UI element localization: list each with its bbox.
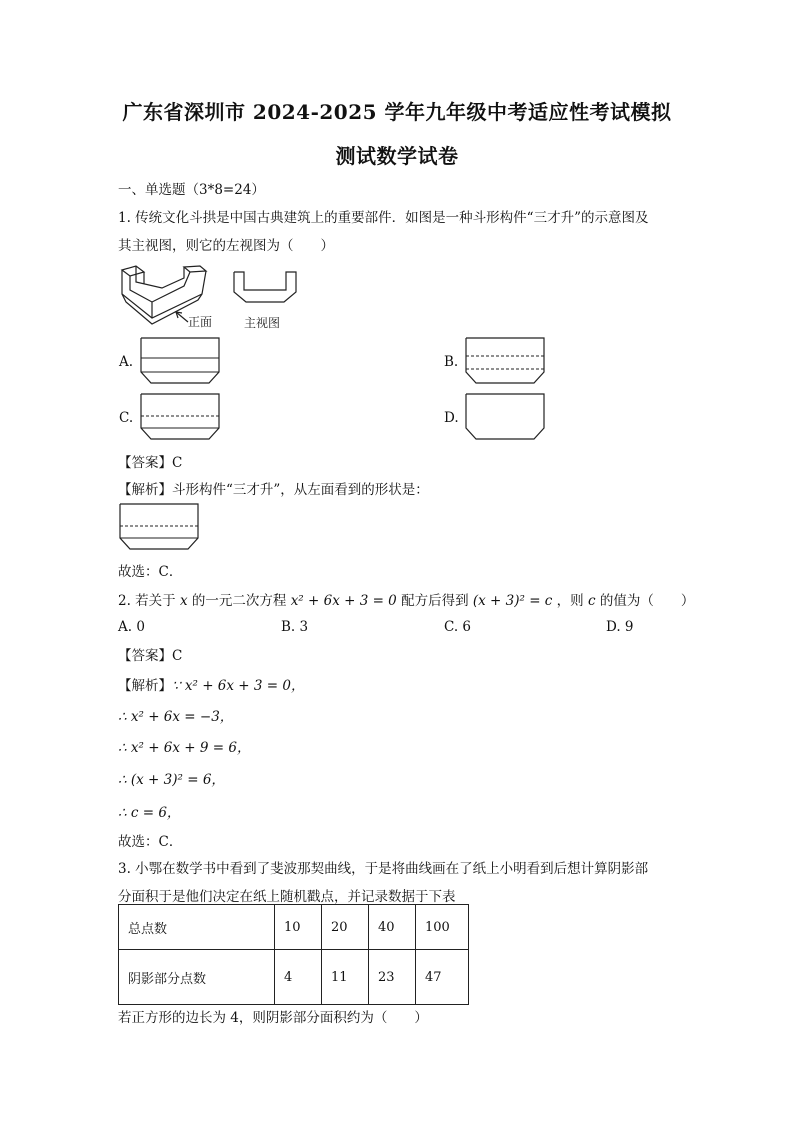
page-title-line2: 测试数学试卷 xyxy=(335,144,459,168)
table-cell: 23 xyxy=(369,950,416,1005)
q2-analysis-step3: ∴ x² + 6x + 9 = 6， xyxy=(118,740,251,756)
main-view-label: 主视图 xyxy=(244,316,281,330)
q1-figure xyxy=(114,264,304,336)
q1-option-b-label: B. xyxy=(444,354,459,370)
table-cell: 10 xyxy=(275,905,322,950)
arrow-icon xyxy=(176,312,188,322)
front-label: 正面 xyxy=(188,315,213,329)
q3-data-table xyxy=(118,904,469,1005)
q1-stem-line1: 1. 传统文化斗拱是中国古典建筑上的重要部件．如图是一种斗形构件“三才升”的示意图及 xyxy=(118,210,649,226)
q2-analysis-step1: 【解析】∵ x² + 6x + 3 = 0， xyxy=(118,678,305,694)
q3-follow-up: 若正方形的边长为 4，则阴影部分面积约为（ ） xyxy=(118,1010,428,1026)
q1-option-b-figure xyxy=(463,336,547,386)
q2-option-d: D. 9 xyxy=(606,619,634,635)
table-cell: 4 xyxy=(275,950,322,1005)
q1-conclusion: 故选：C． xyxy=(118,564,183,580)
table-cell: 总点数 xyxy=(119,905,275,950)
table-row xyxy=(119,905,469,950)
q1-option-a-label: A. xyxy=(119,354,134,370)
q1-option-c-figure xyxy=(138,392,222,442)
table-cell: 47 xyxy=(416,950,469,1005)
q1-option-c-label: C. xyxy=(119,410,134,426)
q2-option-a: A. 0 xyxy=(118,619,145,635)
q1-option-d-label: D. xyxy=(444,410,459,426)
q2-answer: 【答案】C xyxy=(118,648,183,664)
page-title-line1: 广东省深圳市 2024-2025 学年九年级中考适应性考试模拟 xyxy=(122,100,672,124)
table-cell: 40 xyxy=(369,905,416,950)
q1-answer: 【答案】C xyxy=(118,455,183,471)
table-cell: 20 xyxy=(322,905,369,950)
q2-stem: 2. 若关于 x 的一元二次方程 x² + 6x + 3 = 0 配方后得到 (x + 3)² = c ，则 c 的值为（ ） xyxy=(118,593,695,609)
q2-option-b: B. 3 xyxy=(281,619,309,635)
main-view-drawing xyxy=(234,272,296,302)
section-heading: 一、单选题（3*8=24） xyxy=(118,182,265,198)
q2-analysis-step4: ∴ (x + 3)² = 6， xyxy=(118,772,225,788)
q2-option-c: C. 6 xyxy=(444,619,472,635)
table-cell: 100 xyxy=(416,905,469,950)
q3-stem-line2: 分面积于是他们决定在纸上随机戳点，并记录数据于下表 xyxy=(118,889,456,905)
q2-analysis-step5: ∴ c = 6， xyxy=(118,805,181,821)
q1-analysis: 【解析】斗形构件“三才升”，从左面看到的形状是： xyxy=(118,482,429,498)
q1-option-a-figure xyxy=(138,336,222,386)
table-cell: 11 xyxy=(322,950,369,1005)
q1-option-d-figure xyxy=(463,392,547,442)
q1-stem-line2: 其主视图，则它的左视图为（ ） xyxy=(118,238,334,254)
table-row xyxy=(119,950,469,1005)
table-cell: 阴影部分点数 xyxy=(119,950,275,1005)
q2-analysis-step2: ∴ x² + 6x = −3， xyxy=(118,709,234,725)
q3-stem-line1: 3. 小鄂在数学书中看到了斐波那契曲线，于是将曲线画在了纸上小明看到后想计算阴影部 xyxy=(118,861,649,877)
q1-analysis-figure xyxy=(117,502,201,552)
q2-conclusion: 故选：C． xyxy=(118,834,183,850)
